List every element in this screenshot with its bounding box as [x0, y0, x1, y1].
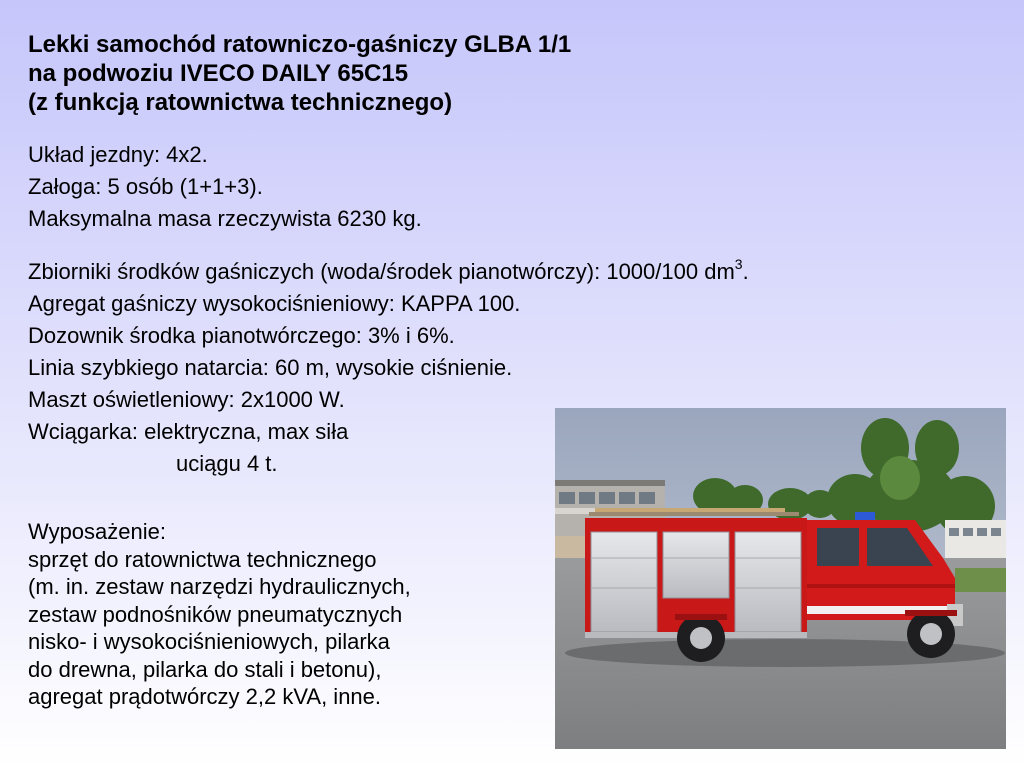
spec-crew: Załoga: 5 osób (1+1+3). [28, 174, 263, 199]
equipment-line-3: zestaw podnośników pneumatycznych [28, 601, 403, 627]
spec-winch: Wciągarka: elektryczna, max siła [28, 419, 349, 444]
title-line-3: (z funkcją ratownictwa technicznego) [28, 89, 453, 116]
title-line-1: Lekki samochód ratowniczo-gaśniczy GLBA 1/1 [28, 31, 572, 58]
spec-foam-dosing: Dozownik środka pianotwórczego: 3% i 6%. [28, 323, 455, 348]
title-line-2: na podwoziu IVECO DAILY 65C15 [28, 60, 409, 87]
equipment-line-6: agregat prądotwórczy 2,2 kVA, inne. [28, 684, 382, 709]
spec-tanks-end: . [742, 259, 749, 284]
spec-tanks-sup: 3 [734, 255, 743, 272]
equipment-line-5: do drewna, pilarka do stali i betonu), [28, 656, 382, 682]
spec-tanks-text: Zbiorniki środków gaśniczych (woda/środek pianotwórczy): 1000/100 dm [28, 259, 735, 284]
spec-light-mast: Maszt oświetleniowy: 2x1000 W. [28, 387, 345, 412]
equipment-line-1: sprzęt do ratownictwa technicznego [28, 546, 377, 572]
slide-title [28, 30, 571, 117]
fire-truck-photo [555, 408, 1006, 749]
spec-hose-line: Linia szybkiego natarcia: 60 m, wysokie ciśnienie. [28, 355, 513, 380]
equipment-line-2: (m. in. zestaw narzędzi hydraulicznych, [28, 574, 411, 599]
spec-mass: Maksymalna masa rzeczywista 6230 kg. [28, 206, 422, 231]
spec-winch-continued: uciągu 4 t. [176, 451, 278, 476]
equipment-list [28, 518, 411, 711]
equipment-line-4: nisko- i wysokociśnieniowych, pilarka [28, 629, 390, 654]
spec-drive: Układ jezdny: 4x2. [28, 142, 208, 167]
spec-tanks [28, 256, 749, 288]
spec-pump: Agregat gaśniczy wysokociśnieniowy: KAPPA 100. [28, 291, 521, 316]
equipment-heading: Wyposażenie: [28, 519, 166, 544]
basic-specs [28, 139, 422, 235]
